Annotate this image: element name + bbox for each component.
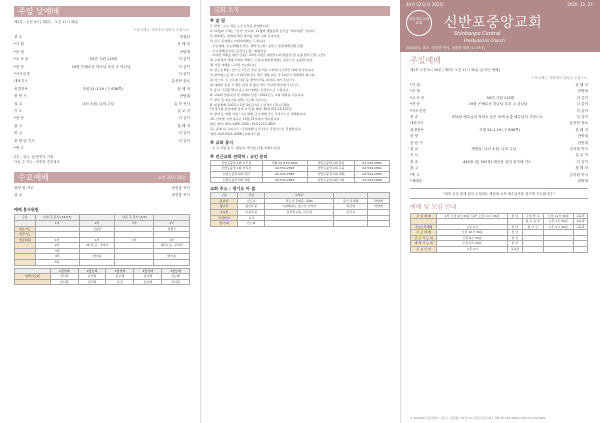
order-detail: 52번 시편 119편 [89,57,118,62]
table-cell: 1부 [154,237,190,243]
news-item: 10. 가족별 성경 통독은 12월 31일까지 계속됩니다. [210,117,281,122]
header-cell: 구분 [15,215,36,221]
church-name-english-2: Presbyterian Church [464,38,505,43]
order-detail: 사편 51:1-19 (구 838쪽) [82,86,124,91]
order-detail: 19장 은혜로운 하나님 우리 주 하나님 [468,102,528,107]
order-row [410,178,588,184]
order-leader: 장선홍 목사 [171,192,190,197]
worship-times: 제1부 오전 9시 30분 / 제2부 오전 11시 30분 (온라인 예배) [410,68,500,72]
table-cell: 대표기도 [15,226,36,232]
table-cell: 본 당 [508,224,522,230]
order-leader: 찬양대 [179,49,190,54]
table-cell [154,260,190,266]
order-detail [34,185,172,192]
table-cell: 중 고 등 부 [522,219,543,225]
order-item: 찬양 및 기도 [14,185,34,190]
order-item: 헌 금 [14,131,23,136]
team-table [14,214,190,265]
table-cell: 신반포중앙교회 담임 [308,160,355,166]
order-leader: 유종헌 장로 [171,79,190,84]
order-leader: 설 교 자 [177,109,190,114]
table-cell: 변이승 [79,254,115,260]
table-cell: 주일 학 교 [522,213,543,219]
header-cell: 기관 [238,193,265,199]
news-item: 6. 교회의 말씀묵상 및 새해의 성경 : 2022년도 교회 계획을 나눕니다. [210,92,305,97]
order-row [14,49,190,56]
header-cell: 2부 [154,220,190,226]
table-cell: 전화 02-534-2891 [262,160,308,166]
news-item: 3) 가정 예배를 드리면 가능합니다. [210,63,257,68]
order-row [14,108,190,115]
table-cell: 신반포중앙교회 예배 [308,171,355,177]
order-footnote: 2부 - 창고, 및 봉헌자 기원 [14,154,54,159]
standing-note: * 표시에는 자리에서 일어나 주십시오. [133,28,190,32]
table-cell: 1부 오전 9시 30분 / 2부 오전 11시 30분 [437,213,508,219]
table-cell: 전도사 김영준, 최00 [265,198,334,204]
worship-order [410,82,588,185]
schedule-table [410,213,588,253]
wednesday-order [14,185,190,200]
table-cell: 본 당 [508,213,522,219]
table-cell [522,247,543,253]
table-cell: 신반포중앙교회 관리 [211,171,263,177]
order-item: *송 영 [14,49,24,54]
order-leader: 설 교 자 [575,153,588,158]
order-item: 성경봉독 [14,86,28,91]
order-item: 찬 양 [410,134,419,139]
order-leader: 김서원 목사 [569,172,588,177]
order-leader: 김서원 목사 [569,147,588,152]
table-cell: 오전 11시 30분 [543,213,573,219]
order-leader: 찬양대 [577,140,588,145]
header-cell: 2부 [79,220,115,226]
table-cell: 신반포중앙교회 사무실 [211,160,263,166]
news-item: 2) 마스크, 손 소독제 사용 등 방역수칙을 철저히 지켜 주십시오. [210,77,296,82]
service-times: 제1부 - 오전 9시 | 제2부 - 오전 11시 30분 [14,20,79,24]
table-cell: 김진영 (목), 이은영 [265,209,334,215]
order-detail [24,145,190,152]
middle-panel [200,0,400,423]
order-detail: 50번 시편 119편 [486,95,515,100]
header-cell: 2월셋째 [106,268,134,274]
masthead [400,0,600,52]
order-leader: 다 같이 [576,115,588,120]
table-cell: 02-534-2894 [355,166,390,172]
order-row [14,41,190,48]
header-cell: 1부 [35,220,79,226]
news-item: 3) 예배당 입장 시 체온 측정 및 출입 명부 작성에 협조해 주십시오. [210,82,300,87]
scripture-quote: "비록 우리 중에 있어 무서워도 세상에 오직 예수님만을 섬기며 기도합니다." [410,188,588,199]
service-duty-title: ※ 교회 봉사 [210,139,234,145]
table-cell: 교육관 [508,247,522,253]
table-cell: 오후 1시 30분 [543,219,573,225]
table-row [15,279,190,285]
table-cell: 신반포중앙교회 기타 [308,177,355,183]
table-cell: 김보해 [134,274,162,280]
table-cell: 박명애 [368,204,390,210]
order-leader: 다 같이 [178,64,190,69]
table-cell: 본 당 [508,235,522,241]
order-leader: 집 례 자 [177,42,190,47]
table-cell: 청년부 [211,204,238,210]
header-cell: 구분 [211,193,238,199]
table-cell: 청 년 부 [522,224,543,230]
table-cell: 진중선 [79,226,115,232]
table-cell: 본 당 [508,241,522,247]
order-row [14,123,190,130]
order-item: *기 원 [410,83,420,87]
news-item: - 수요예배(온라인) 공감기도회 : 화종명송 [210,48,267,53]
header-cell: 2월둘째 [78,268,106,274]
table-cell: 교육관 [573,224,587,230]
order-detail: 19장 은혜로운 하나님 우리 주 하나님 [71,64,131,69]
table-cell: 주일오후예배 [411,224,437,230]
order-leader: 다 같이 [178,57,190,62]
table-cell: 금 요 기 도 회 [411,235,437,241]
table-cell: 1부 [35,237,79,243]
table-cell: 2부 [35,243,79,249]
table-cell: 교육부 [211,209,238,215]
table-cell [15,260,36,266]
order-detail [22,130,178,137]
table-cell: 장년부 [211,198,238,204]
table-cell: 토 요 모 임 [411,247,437,253]
table-cell: 신반포중앙교회 차량 [211,177,263,183]
order-row [14,115,190,122]
contact-table [210,160,390,183]
table-cell: 오전 10시 30분 [437,230,508,236]
order-row [14,78,190,85]
header-cell: 다음 주 봉사 (1/3) [115,215,154,221]
news-item: 1) 방역패스를 반드시 확인합니다, 백신 접종 완료 후 14일이 경과해야 합니다. [210,73,316,78]
table-cell: 조인숙 [334,209,368,215]
order-leader: 다 같이 [576,95,588,100]
news-item: 1. 환영 : 오늘 처음 오신 분들을 환영합니다. [210,24,270,28]
district-table [210,192,390,227]
order-item: 기 도 [410,153,419,158]
order-leader: 집 례 자 [177,123,190,128]
order-row [14,185,190,192]
standing-note: * 표시에는 자리에서 일어나 주십시오. [531,76,588,80]
table-cell: 김서원 [78,279,106,285]
table-cell: 청년부장 [238,204,265,210]
issue-number: 40권 52호(통 2055) [406,2,444,7]
news-item: 2) 교회에서 예배 이외의 예배로 드립니다(현장예배는 유튜브로 송출합니다). [210,58,314,63]
order-row [14,56,190,63]
news-item: 4. 성도님 6세 : 앞으로 2주간 주일 및 어떤 교회에 오프라인 예배 일상입니다. [210,68,315,73]
news-item: 3. 새해에도 현재의 확산 방지를 위한 교회 운영지침 [210,33,280,38]
order-row [14,192,190,199]
order-item: 전 주 [14,35,23,39]
order-item: *찬 송 [14,116,24,121]
order-leader: 집 례 자 [575,127,588,132]
table-cell: 전도회 [238,221,265,227]
news-item: 방문 예약: 010-1495-1300 / 010-1215-3821 [210,122,276,127]
table-cell: 김서원 [162,279,190,285]
order-leader: 유종헌 장로 [569,121,588,126]
order-item: *축 도 [410,172,420,177]
order-detail: 사편 51:1-19 (구 838쪽) [479,127,521,132]
header-cell: 1부 [115,220,154,226]
table-cell [15,279,51,285]
district-title: 교회 주소 : 생기도 아 름 [210,186,256,192]
order-detail [22,108,177,115]
order-item: 설 교 [14,101,23,106]
left-panel [0,0,200,423]
team-title: 예배 봉사위원 [14,207,39,213]
table-cell: 전도사 [238,198,265,204]
header-cell: 이번 주 봉사 (12/27) [35,215,79,221]
table-cell: 02-534-2896 [355,171,390,177]
table-row [411,247,588,253]
news-item: 예약: 010-5411-0908 (교회사무실) [210,131,261,136]
order-detail [35,138,179,145]
table-cell: 목사 조경희 [334,198,368,204]
notice-title: ※ 알 림 [210,18,226,23]
order-detail: 나의 소원, 나의 주님 [81,101,115,106]
table-cell [573,247,587,253]
table-cell: 이재혁(목), 청소년 사역자 [265,204,334,210]
table-cell: 1부 [79,237,115,243]
table-row [15,260,190,266]
church-logo: 대한예수교장로회 [406,10,432,36]
table-row [211,221,390,227]
schedule-title: 예배 및 모임 안내 [410,203,457,211]
order-leader: 찬양대 [577,89,588,94]
order-row [14,64,190,71]
order-leader: 집 례 자 [575,166,588,171]
table-cell [265,221,334,227]
section-header-wednesday: 수요예배 오전 10시 30분 [14,172,190,183]
table-cell: 새벽기도회 [15,274,51,280]
news-header: 교회 소식 [210,6,390,16]
order-leader: 찬양대 [179,94,190,99]
order-detail [22,192,171,199]
order-item: *송 영 [410,89,420,94]
order-item: 대표기도 [14,79,28,84]
table-cell: 제가도로, 교역자 [79,243,115,249]
order-item: 설 교 [410,147,419,152]
header-cell: 3월첫째 [134,268,162,274]
order-item: 봉 헌 기 [410,140,423,145]
table-cell: 오후 2시 30분 [543,224,573,230]
table-cell: 김서원 [78,274,106,280]
table-cell: 오후 2시 [437,224,508,230]
order-leader: 유 진 목사 [173,101,190,106]
right-panel [400,0,600,423]
news-item: 7. 정상 및 의료진을 위해 기도해 주십시오. [210,97,268,102]
order-item: 찬 송 [410,159,419,164]
news-item: - 비대면 예배를 위한 인원은 20명 이내로 제한합니다(방송팀 및 송출 협력 인원 포함). [210,53,326,58]
address-footer: ※ 150-040 서울특별시 서초구 사평대로 52길 13 신반포중앙교회 | 전화 02-534-2891 | FAX 02-534-2892 [410,416,546,420]
table-cell: 4부 [35,254,79,260]
order-leader: 다 같이 [178,131,190,136]
table-cell: 새 벽 기 도 회 [411,241,437,247]
order-leader: 집 례 자 [575,83,588,87]
order-item: *교 독 문 [14,57,29,62]
table-cell: 3부 [35,248,79,254]
table-cell: 김보해 [134,279,162,285]
order-leader: 다 같이 [576,108,588,113]
table-cell: 02-534-2898 [355,177,390,183]
order-item: 기 도 [14,109,23,114]
order-item: *사도신경 [410,108,426,113]
news-list [210,24,390,137]
dawn-table [14,268,190,286]
table-cell: 교사 [238,215,265,221]
table-cell: 김보해 [162,274,190,280]
order-row [14,86,190,93]
order-item: 광 고 [14,123,23,128]
table-cell [334,221,368,227]
order-row [14,145,190,152]
table-row [211,177,390,183]
news-item: 5. 송년 : 12월 31일 송구영신예배는 온라인으로 드립니다. [210,87,290,92]
table-cell: 오후 2시 [437,247,508,253]
order-item: *찬 송 [14,64,24,69]
order-item: 설 교 [14,192,23,197]
worship-title: 주일예배 [410,56,441,65]
order-leader: 찬양대 [577,179,588,184]
order-detail [24,49,180,56]
order-item: *축 도 [14,146,24,151]
table-cell: 오전 5시 30분 [437,241,508,247]
church-name: 신반포중앙교회 [444,15,543,31]
table-cell: 신반포중앙교회 교육 [308,166,355,172]
order-leader: 다 같이 [178,138,190,143]
header-cell: 3월둘째 [162,268,190,274]
order-row [14,71,190,78]
table-cell [543,247,573,253]
table-cell: 김보해 [106,274,134,280]
motto: 2020년도 표어 : 믿음의 반석, 말씀의 세대 (요 17:7) [406,46,485,50]
table-cell: 김서원 [50,279,78,285]
order-row [14,93,190,100]
contact-title: ※ 인근교회 연락처 : 교인 문의 [210,153,268,159]
news-item: *산정교회 현장예배 참석 시 인원 제한: 40명 (01-23-2321) [210,107,292,112]
table-cell [115,260,154,266]
news-item: 11. 올해 일 교회소식 : 주일예배 오전 11시 온라인으로 진행합니다. [210,127,302,132]
table-cell: 헌금위원 [15,237,36,243]
news-item: 1) 모든 공예배는 비대면예배로 드립니다. [210,38,266,43]
issue-date: 2020. 12. 27. [567,2,594,7]
order-leader: 다 같이 [576,159,588,164]
table-cell: 제가도로, 교역자 [154,243,190,249]
table-cell: 02-534-2893 [262,166,308,172]
table-cell: 변이승 [154,254,190,260]
table-cell: 주일학교 [211,215,238,221]
news-item: 2. 12월의 주제는 "감사" 입니다. 12월의 생활중에 감사를 "헤아려봅" 입니다. [210,28,316,33]
table-cell [79,260,115,266]
order-item: *기 원 [14,42,24,47]
order-detail: 445장 (통 502장) 태산을 넘어 험곡에 가도 [463,159,532,164]
table-cell: 5부 [35,260,79,266]
church-name-english: Shinbanpo Central [454,31,501,37]
order-detail [422,178,577,184]
table-cell: 02-534-2897 [262,177,308,183]
section-header-sunday: 주일 낮예배 [14,6,190,17]
order-detail: 새방울, 나의 소원, 나의 주님 [471,147,517,152]
table-cell: 김서원 [50,274,78,280]
table-cell: 02-534-2892 [355,160,390,166]
order-leader: 장선홍 목사 [171,185,190,190]
table-cell [368,221,390,227]
order-item: 찬 송 [410,115,419,120]
table-cell: 신반포중앙교회 부목사 [211,166,263,172]
order-leader: 전정란 [179,35,190,39]
order-detail [22,123,177,130]
table-cell: 최진영 [334,204,368,210]
service-duty-line: - 이 주 차량 봉사 : 배동환, 백성현 (1월 첫째주 2인) [210,145,281,150]
order-leader: 다 같이 [178,116,190,121]
order-leader: 찬양대 [577,134,588,139]
table-cell: 유진 [106,279,134,285]
table-cell: 오후 8시 30분 [437,235,508,241]
table-cell: 본 당 [508,230,522,236]
order-item: *교 독 문 [410,95,425,100]
order-of-service [14,34,190,153]
order-leader: 다 같이 [576,102,588,107]
order-item: 대표기도 [410,121,424,126]
table-cell: 헌금기도 [15,232,36,238]
table-cell: 교육부장 [238,209,265,215]
table-cell: 박명애 [368,198,390,204]
order-item: *사도신경 [14,72,30,77]
order-detail [27,93,180,100]
header-cell: 2월첫째 [50,268,78,274]
order-footnote: 다음 주 기도 : 봉헌한 전석권사 [14,159,60,164]
order-detail [30,71,179,78]
order-detail [24,115,179,122]
order-item: *예배송 [410,179,423,184]
news-item: 9. 방역 등 예배 지침 : 수요예배, 금요예배 모두 온라인으로 대체합니다. [210,112,307,117]
order-item: 광 고 [410,166,419,171]
news-item: 8. 현장예배: 2021년 1월 3일(주일) 오전 9시 / 11시 30분 [210,102,290,107]
table-cell: 봉사 회 [211,221,238,227]
header-cell: 교역자 [265,193,334,199]
order-item: 봉 헌 기 [14,94,27,99]
order-detail [28,78,172,85]
table-cell: 교육관 [573,219,587,225]
order-leader: 다 같이 [178,72,190,77]
order-detail: 375장 예수님의 자비로 높은 들에 무릎 예수님의 사랑으로 [451,115,543,120]
order-row [14,138,190,145]
order-row [14,34,190,41]
order-item: 성경봉독 [410,127,424,132]
table-cell: 김현우 [154,226,190,232]
order-row [14,130,190,137]
table-cell: 1부 [115,237,154,243]
table-cell: 교육관 [573,213,587,219]
table-cell: 주 일 예 배 [411,213,437,219]
order-item: 찬 양 및 기도 [14,138,35,143]
table-cell: 02-534-2895 [262,171,308,177]
table-cell: 수 요 예 배 [411,230,437,236]
order-leader: 집 례 자 [177,86,190,91]
order-row [14,101,190,108]
order-item: *찬 송 [410,102,420,107]
order-detail [22,34,179,41]
order-detail [24,41,177,48]
news-item: - 주일예배, 수요예배(온라인, 새벽기도회 : 유튜브 현장예배진행 진행 [210,43,303,48]
